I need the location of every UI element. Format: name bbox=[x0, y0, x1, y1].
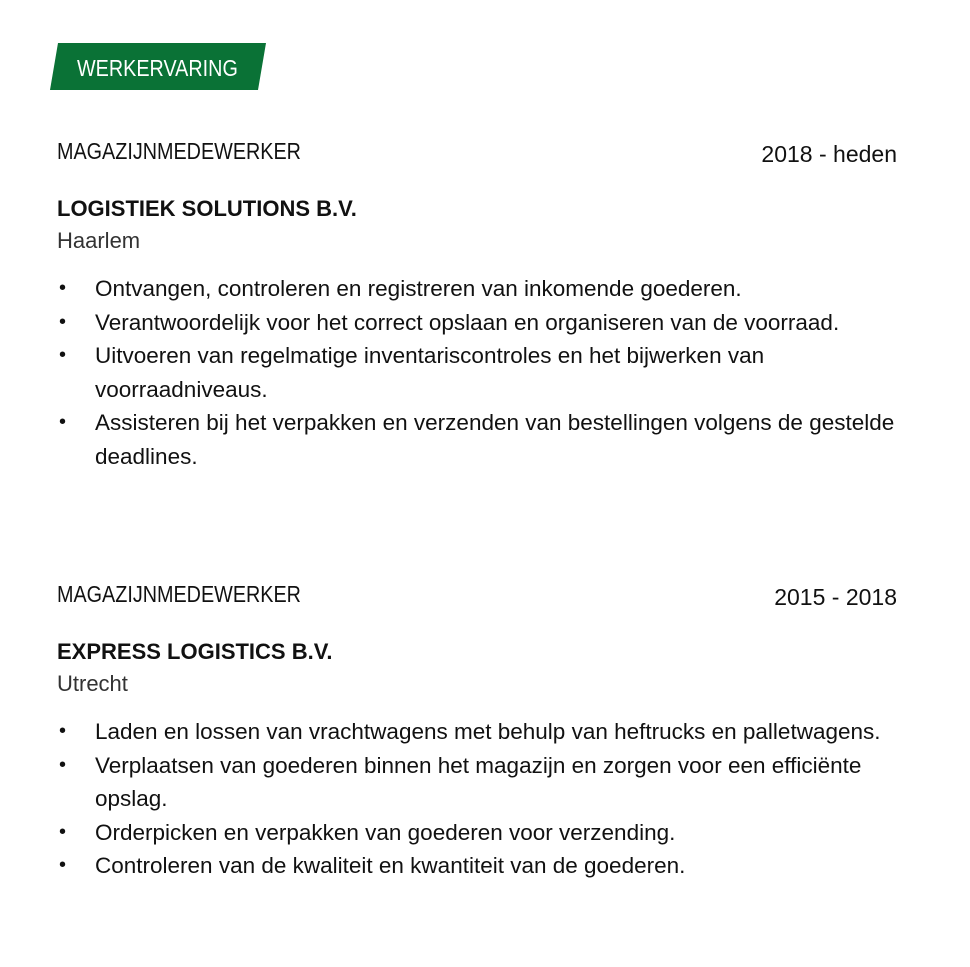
duty-text: Verantwoordelijk voor het correct opslaan en organiseren van de voorraad. bbox=[95, 309, 840, 335]
section-badge-werkervaring bbox=[50, 43, 266, 90]
bullet-icon: • bbox=[59, 820, 67, 843]
duty-list bbox=[57, 272, 897, 474]
job-period: 2018 - heden bbox=[761, 141, 897, 167]
duty-text: Ontvangen, controleren en registreren van inkomende goederen. bbox=[95, 276, 742, 301]
duty-text: Orderpicken en verpakken van goederen voor verzending. bbox=[95, 819, 676, 845]
bullet-icon: • bbox=[59, 344, 67, 367]
duty-text: Controleren van de kwaliteit en kwantiteit van de goederen. bbox=[95, 853, 686, 879]
duty-item bbox=[57, 306, 897, 340]
duty-item bbox=[57, 272, 897, 306]
duty-item bbox=[57, 339, 897, 406]
company-name: LOGISTIEK SOLUTIONS B.V. bbox=[57, 196, 357, 221]
duty-list bbox=[57, 715, 897, 883]
job-title: MAGAZIJNMEDEWERKER bbox=[57, 581, 301, 607]
duty-item bbox=[57, 749, 897, 816]
bullet-icon: • bbox=[59, 310, 67, 333]
section-title: WERKERVARING bbox=[77, 55, 238, 81]
company-city: Haarlem bbox=[57, 228, 141, 253]
bullet-icon: • bbox=[59, 720, 67, 742]
duty-text: Uitvoeren van regelmatige inventariscontroles en het bijwerken van voorraadniveaus. bbox=[95, 343, 765, 402]
bullet-icon: • bbox=[59, 753, 67, 776]
job-period: 2015 - 2018 bbox=[774, 584, 897, 610]
duty-text: Assisteren bij het verpakken en verzenden van bestellingen volgens de gestelde deadlines. bbox=[95, 410, 895, 469]
duty-item bbox=[57, 406, 897, 473]
bullet-icon: • bbox=[59, 277, 67, 299]
job-title: MAGAZIJNMEDEWERKER bbox=[57, 138, 301, 164]
duty-item bbox=[57, 715, 897, 749]
bullet-icon: • bbox=[59, 411, 67, 434]
duty-text: Verplaatsen van goederen binnen het magazijn en zorgen voor een efficiënte opslag. bbox=[95, 752, 862, 812]
company-name: EXPRESS LOGISTICS B.V. bbox=[57, 639, 333, 664]
bullet-icon: • bbox=[59, 854, 67, 877]
duty-item bbox=[57, 816, 897, 850]
duty-item bbox=[57, 849, 897, 883]
company-city: Utrecht bbox=[57, 671, 128, 696]
duty-text: Laden en lossen van vrachtwagens met behulp van heftrucks en palletwagens. bbox=[95, 719, 881, 744]
